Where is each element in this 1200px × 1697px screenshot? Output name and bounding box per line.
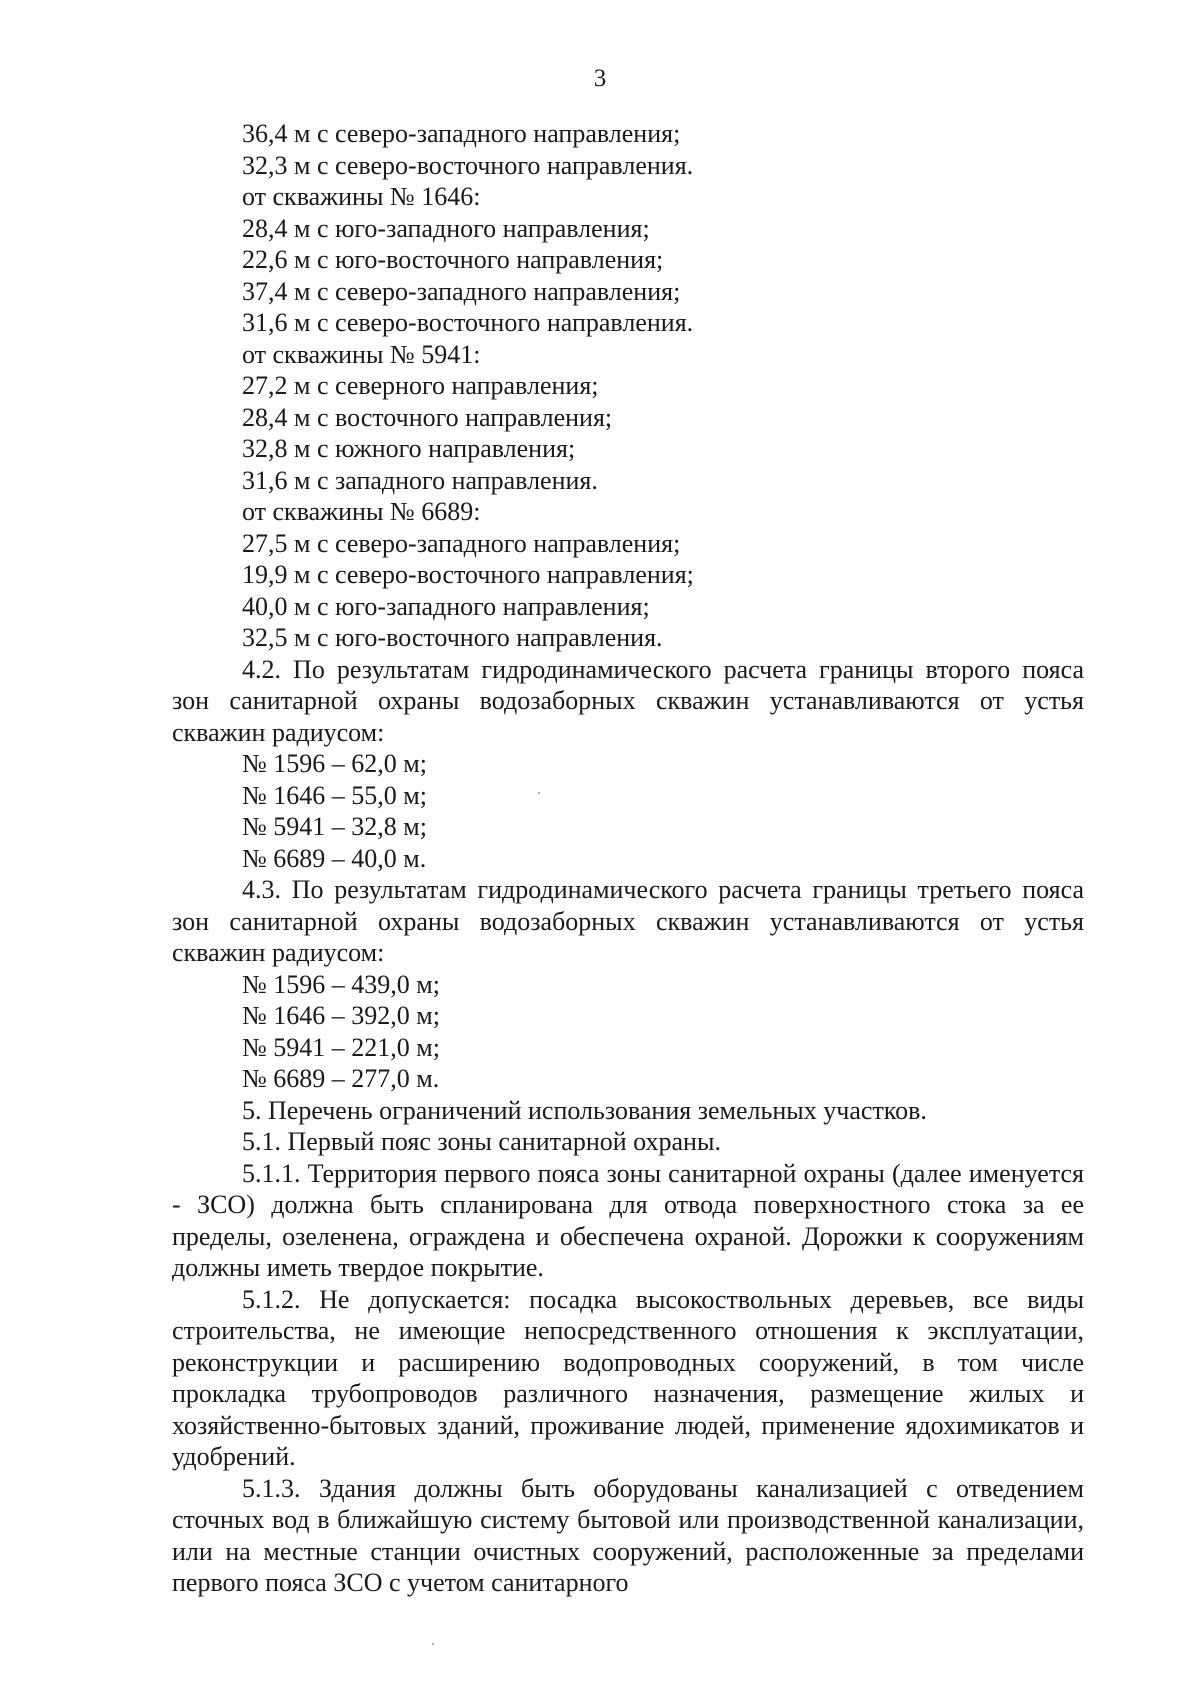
- paragraph-4-3: 4.3. По результатам гидродинамического расчета границы третьего пояса зон санитарной охраны водозаборных скважин устанавливаются от устья скважин радиусом:: [172, 875, 1084, 967]
- list-line: 37,4 м с северо-западного направления;: [242, 276, 681, 306]
- document-body: [172, 118, 1084, 1599]
- paragraph-4-2: 4.2. По результатам гидродинамического расчета границы второго пояса зон санитарной охраны водозаборных скважин устанавливаются от устья скважин радиусом:: [172, 654, 1084, 747]
- paragraph-5-1-2: 5.1.2. Не допускается: посадка высокоствольных деревьев, все виды строительства, не имеющие непосредственного отношения к эксплуатации, реконструкции и расширению водопроводных сооружений, в том числе прокладка трубопроводов различного назначения, размещение жилых и хозяйственно-бытовых зданий, проживание людей, применение ядохимикатов и удобрений.: [172, 1284, 1084, 1471]
- scan-speck: [538, 792, 540, 794]
- list-line: 32,3 м с северо-восточного направления.: [242, 150, 694, 180]
- list-line: 28,4 м с юго-западного направления;: [242, 213, 650, 243]
- list-line: № 1596 – 439,0 м;: [242, 969, 440, 999]
- list-line: 28,4 м с восточного направления;: [242, 402, 613, 432]
- list-line: № 6689 – 277,0 м.: [242, 1064, 440, 1093]
- paragraph-5-1-3: 5.1.3. Здания должны быть оборудованы канализацией с отведением сточных вод в ближайшую систему бытовой или производственной канализации, или на местные станции очистных сооружений, расположенные за пределами первого пояса ЗСО с учетом санитарного: [172, 1473, 1084, 1597]
- list-line: № 5941 – 221,0 м;: [242, 1032, 440, 1062]
- scan-speck: [432, 1643, 434, 1645]
- list-line: от скважины № 1646:: [242, 182, 481, 211]
- third-belt-radius-list: [172, 969, 1084, 1095]
- list-line: № 1646 – 55,0 м;: [242, 780, 427, 810]
- list-line: от скважины № 6689:: [242, 497, 481, 526]
- list-line: 22,6 м с юго-восточного направления;: [242, 245, 664, 274]
- list-line: 27,5 м с северо-западного направления;: [242, 528, 681, 558]
- list-line: № 1596 – 62,0 м;: [242, 749, 427, 778]
- section-heading: 5.1. Первый пояс зоны санитарной охраны.: [242, 1127, 721, 1156]
- section-headings: [172, 1095, 1084, 1158]
- list-line: 32,5 м с юго-восточного направления.: [242, 623, 663, 652]
- page-number: 3: [593, 65, 607, 92]
- list-line: 27,2 м с северного направления;: [242, 371, 599, 400]
- list-line: № 5941 – 32,8 м;: [242, 812, 427, 841]
- list-line: 19,9 м с северо-восточного направления;: [242, 560, 694, 589]
- list-line: от скважины № 5941:: [242, 339, 481, 369]
- section-heading: 5. Перечень ограничений использования земельных участков.: [242, 1095, 927, 1125]
- list-line: 40,0 м с юго-западного направления;: [242, 591, 650, 621]
- list-line: 31,6 м с северо-восточного направления.: [242, 308, 694, 337]
- paragraph-5-1-1: 5.1.1. Территория первого пояса зоны санитарной охраны (далее именуется - ЗСО) должна быть спланирована для отвода поверхностного стока за ее пределы, озеленена, ограждена и обеспечена охраной. Дорожки к сооружениям должны иметь твердое покрытие.: [172, 1158, 1084, 1282]
- list-line: 32,8 м с южного направления;: [242, 434, 576, 463]
- list-line: 31,6 м с западного направления.: [242, 465, 598, 495]
- list-line: 36,4 м с северо-западного направления;: [242, 119, 681, 148]
- list-line: № 6689 – 40,0 м.: [242, 843, 427, 873]
- list-line: № 1646 – 392,0 м;: [242, 1001, 440, 1030]
- distances-list: [172, 118, 1084, 654]
- second-belt-radius-list: [172, 748, 1084, 874]
